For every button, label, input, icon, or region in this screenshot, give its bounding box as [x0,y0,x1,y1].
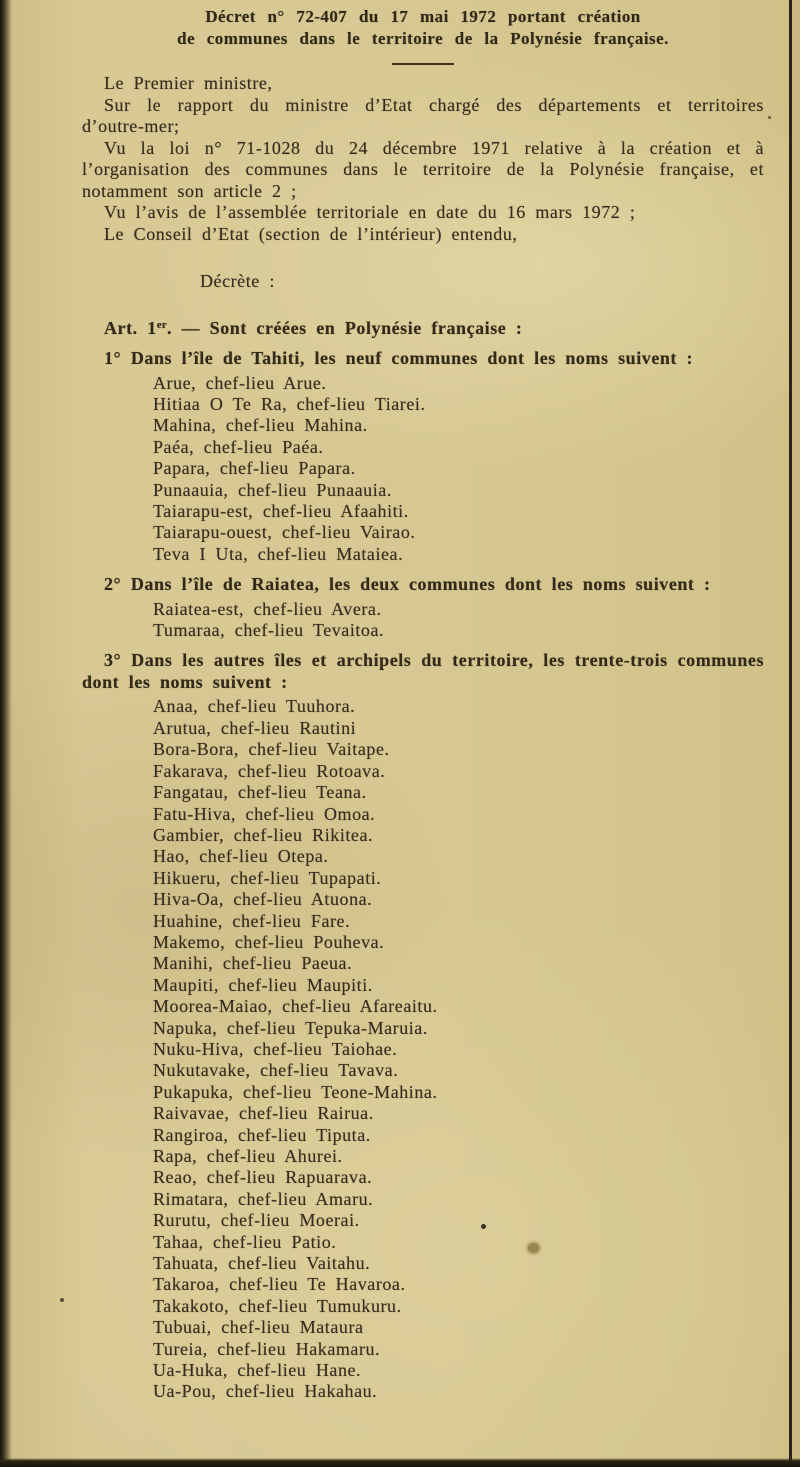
commune-item: Huahine, chef-lieu Fare. [153,910,351,931]
commune-item: Arutua, chef-lieu Rautini [153,717,357,738]
commune-item: Maupiti, chef-lieu Maupiti. [153,974,373,995]
commune-item: Hitiaa O Te Ra, chef-lieu Tiarei. [153,393,426,414]
recital-report: Sur le rapport du ministre d’Etat chargé des départements et territoires d’outre-mer; [82,94,764,136]
commune-list-other-islands [153,696,764,1402]
commune-item: Rangiroa, chef-lieu Tiputa. [153,1124,371,1145]
decree-title-line1: Décret n° 72-407 du 17 mai 1972 portant création [205,7,641,26]
commune-item: Paéa, chef-lieu Paéa. [153,436,324,457]
commune-item: Makemo, chef-lieu Pouheva. [153,931,385,952]
article-1-line [82,315,764,340]
commune-item: Moorea-Maiao, chef-lieu Afareaitu. [153,996,438,1017]
section-3-heading: 3° Dans les autres îles et archipels du territoire, les trente-trois communes dont les noms suivent : [82,650,764,692]
commune-item: Tahaa, chef-lieu Patio. [153,1231,337,1252]
commune-item: Pukapuka, chef-lieu Teone-Mahina. [153,1081,438,1102]
commune-item: Nuku-Hiva, chef-lieu Taiohae. [153,1038,398,1059]
commune-item: Punaauia, chef-lieu Punaauia. [153,479,392,500]
commune-list-tahiti [153,373,764,566]
commune-item: Bora-Bora, chef-lieu Vaitape. [153,739,390,760]
commune-item: Anaa, chef-lieu Tuuhora. [153,696,356,717]
commune-item: Fakarava, chef-lieu Rotoava. [153,760,386,781]
scan-edge-bottom [0,1458,800,1467]
decree-content [82,6,764,1406]
commune-item: Arue, chef-lieu Arue. [153,372,327,393]
commune-item: Fatu-Hiva, chef-lieu Omoa. [153,803,376,824]
commune-item: Ua-Pou, chef-lieu Hakahau. [153,1381,378,1402]
commune-item: Napuka, chef-lieu Tepuka-Maruia. [153,1017,428,1038]
commune-list-raiatea [153,599,764,642]
commune-item: Rurutu, chef-lieu Moerai. [153,1210,360,1231]
commune-item: Taiarapu-ouest, chef-lieu Vairao. [153,522,416,543]
section-2-heading: 2° Dans l’île de Raiatea, les deux communes dont les noms suivent : [104,574,711,595]
commune-item: Takaroa, chef-lieu Te Havaroa. [153,1274,406,1295]
decree-word: Décrète : [200,271,275,291]
commune-item: Papara, chef-lieu Papara. [153,458,356,479]
scan-speck [768,116,771,119]
article-1-text: . — Sont créées en Polynésie française : [166,317,523,338]
commune-item: Raivavae, chef-lieu Rairua. [153,1103,374,1124]
commune-item: Rapa, chef-lieu Ahurei. [153,1146,343,1166]
decree-title [82,6,764,50]
commune-item: Teva I Uta, chef-lieu Mataiea. [153,543,404,564]
recital-assembly-opinion: Vu l’avis de l’assemblée territoriale en date du 16 mars 1972 ; [104,202,636,222]
commune-item: Mahina, chef-lieu Mahina. [153,415,368,436]
commune-item: Nukutavake, chef-lieu Tavava. [153,1060,399,1081]
commune-item: Manihi, chef-lieu Paeua. [153,953,353,974]
commune-item: Taiarapu-est, chef-lieu Afaahiti. [153,500,409,521]
commune-item: Tubuai, chef-lieu Mataura [153,1317,364,1338]
commune-item: Tumaraa, chef-lieu Tevaitoa. [153,620,385,641]
commune-item: Takakoto, chef-lieu Tumukuru. [153,1295,402,1316]
commune-item: Raiatea-est, chef-lieu Avera. [153,598,382,619]
article-1-ordinal-suffix: er [156,318,167,331]
title-divider-rule [392,63,454,65]
scan-speck [60,1298,64,1302]
scan-edge-left [0,0,12,1467]
commune-item: Hao, chef-lieu Otepa. [153,846,329,867]
commune-item: Fangatau, chef-lieu Teana. [153,782,367,803]
recital-conseil-etat: Le Conseil d’Etat (section de l’intérieur) entendu, [104,223,518,244]
commune-item: Rimatara, chef-lieu Amaru. [153,1188,374,1209]
commune-item: Hikueru, chef-lieu Tupapati. [153,867,382,888]
decree-title-line2: de communes dans le territoire de la Polynésie française. [177,29,669,48]
commune-item: Hiva-Oa, chef-lieu Atuona. [153,889,373,910]
commune-item: Gambier, chef-lieu Rikitea. [153,824,374,845]
commune-item: Tahuata, chef-lieu Vaitahu. [153,1253,371,1274]
commune-item: Reao, chef-lieu Rapuarava. [153,1167,373,1188]
commune-item: Tureia, chef-lieu Hakamaru. [153,1338,381,1359]
article-1-number: Art. 1 [104,317,157,338]
scan-edge-right [789,0,800,1467]
opening-line: Le Premier ministre, [104,73,273,93]
section-1-heading: 1° Dans l’île de Tahiti, les neuf communes dont les noms suivent : [104,348,694,368]
commune-item: Ua-Huka, chef-lieu Hane. [153,1360,362,1381]
recital-law: Vu la loi n° 71-1028 du 24 décembre 1971 relative à la création et à l’organisation des communes dans le territoire de la Polynésie française, et notamment son article 2 ; [82,137,764,201]
